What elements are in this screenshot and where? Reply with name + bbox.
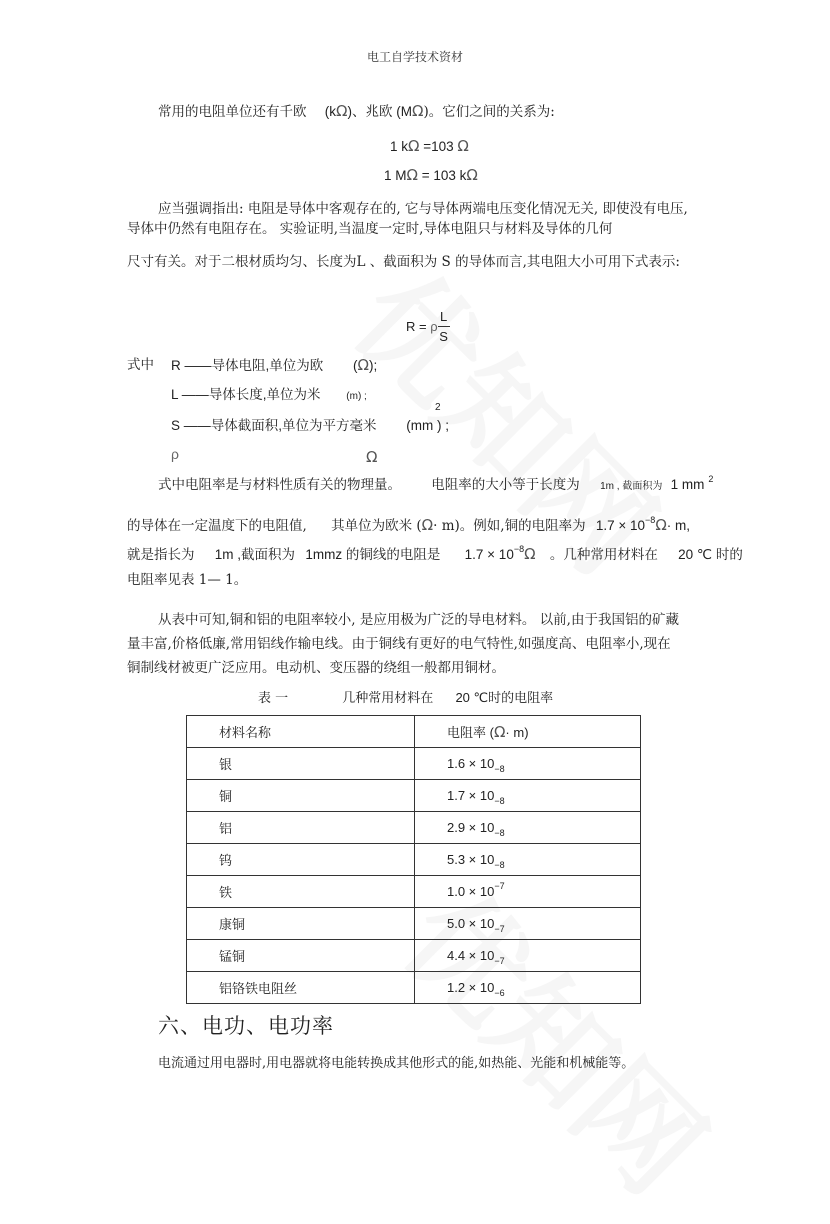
paragraph-line: 量丰富,价格低廉,常用铝线作输电线。由于铜线有更好的电气特性,如强度高、电阻率小,现在	[127, 636, 671, 652]
paragraph-line: 从表中可知,铜和铝的电阻率较小, 是应用极为广泛的导电材料。 以前,由于我国铝的矿藏	[158, 612, 679, 628]
material-name: 康铜	[187, 908, 415, 940]
paragraph-line: 尺寸有关。对于二根材质均匀、长度为L 、截面积为 S 的导体而言,其电阻大小可用下式表示:	[127, 254, 680, 270]
material-name: 铝铬铁电阻丝	[187, 972, 415, 1004]
ohm-symbol: Ω	[336, 102, 348, 120]
ohm-symbol: Ω	[493, 723, 506, 741]
resistivity-value: $1.2 \times 10_{-6}$	[415, 972, 641, 1004]
equation-kilo: 1 kΩ =103 Ω	[390, 137, 469, 155]
resistivity-value: $1.0 \times 10^{-7}$	[415, 876, 641, 908]
table-header-row	[187, 716, 641, 748]
paragraph-power: 电流通过用电器时,用电器就将电能转换成其他形式的能,如热能、光能和机械能等。	[158, 1056, 635, 1071]
table-row	[187, 844, 641, 876]
table-row	[187, 748, 641, 780]
table-row	[187, 812, 641, 844]
section-title: 六、电功、电功率	[158, 1014, 334, 1038]
paragraph-line: 铜制线材被更广泛应用。电动机、变压器的绕组一般都用铜材。	[127, 660, 505, 676]
ohm-symbol: Ω	[457, 137, 469, 155]
definition-l: L ——导体长度,单位为米 (m) ;	[171, 387, 367, 402]
table-row	[187, 908, 641, 940]
material-name: 钨	[187, 844, 415, 876]
resistivity-value: $1.7 \times 10_{-8}$	[415, 780, 641, 812]
fraction: $\frac{L}{S}$	[439, 309, 448, 344]
resistance-formula: R = ρ $\frac{L}{S}$	[406, 309, 448, 344]
table-row	[187, 940, 641, 972]
definition-s-superscript: 2	[435, 402, 441, 413]
ohm-symbol: Ω	[406, 166, 418, 184]
definition-lead: 式中	[127, 357, 154, 373]
resistivity-value: $5.0 \times 10_{-7}$	[415, 908, 641, 940]
rho-symbol: ρ	[171, 446, 179, 462]
material-name: 锰铜	[187, 940, 415, 972]
material-name: 铝	[187, 812, 415, 844]
page-header: 电工自学技术资材	[366, 50, 463, 64]
column-header-resistivity: 电阻率 (Ω· m)	[415, 716, 641, 748]
column-header-material: 材料名称	[187, 716, 415, 748]
rho-symbol: ρ	[430, 319, 438, 334]
ohm-symbol: Ω	[366, 448, 378, 466]
table-caption: 表 一 几种常用材料在 20 ℃时的电阻率	[258, 690, 554, 706]
ohm-symbol: Ω	[412, 102, 424, 120]
resistivity-value: $5.3 \times 10_{-8}$	[415, 844, 641, 876]
paragraph-line: 应当强调指出: 电阻是导体中客观存在的, 它与导体两端电压变化情况无关, 即使没有电压,	[158, 201, 688, 217]
definition-s: S ——导体截面积,单位为平方毫米 (mm ) ;	[171, 418, 450, 433]
material-name: 银	[187, 748, 415, 780]
paragraph-resistivity-4: 电阻率见表 1— 1。	[127, 572, 248, 588]
paragraph-units: 常用的电阻单位还有千欧 (kΩ)、兆欧 (MΩ)。它们之间的关系为:	[158, 102, 555, 120]
definition-r: R ——导体电阻,单位为欧 (Ω);	[171, 356, 378, 374]
paragraph-resistivity-1: 式中电阻率是与材料性质有关的物理量。 电阻率的大小等于长度为 1m , 截面积为 1 mm $^2$	[158, 474, 714, 493]
table-row	[187, 876, 641, 908]
paragraph-resistivity-2: 的导体在一定温度下的电阻值, 其单位为欧米 (Ω· m)。例如,铜的电阻率为 $1.7 \times 10^{-8}\Omega\cdot m$,	[127, 515, 691, 534]
material-name: 铜	[187, 780, 415, 812]
ohm-symbol: Ω	[408, 137, 420, 155]
resistivity-value: $1.6 \times 10_{-8}$	[415, 748, 641, 780]
table-row	[187, 972, 641, 1004]
ohm-symbol: Ω	[524, 545, 536, 563]
resistivity-table	[186, 715, 641, 1004]
paragraph-resistivity-3: 就是指长为 1m ,截面积为 1mmz 的铜线的电阻是 $1.7 \times 10^{-8}\Omega$ 。几种常用材料在 20 ℃ 时的	[127, 544, 743, 563]
resistivity-value: $2.9 \times 10_{-8}$	[415, 812, 641, 844]
paragraph-line: 导体中仍然有电阻存在。 实验证明,当温度一定时,导体电阻只与材料及导体的几何	[127, 221, 613, 237]
resistivity-value: $4.4 \times 10_{-7}$	[415, 940, 641, 972]
equation-mega: 1 MΩ = 103 kΩ	[384, 166, 478, 184]
ohm-symbol: Ω	[421, 516, 434, 534]
material-name: 铁	[187, 876, 415, 908]
fraction-bar	[438, 326, 450, 327]
ohm-symbol: Ω	[655, 516, 667, 534]
ohm-symbol: Ω	[357, 356, 369, 374]
table-row	[187, 780, 641, 812]
ohm-symbol: Ω	[466, 166, 478, 184]
